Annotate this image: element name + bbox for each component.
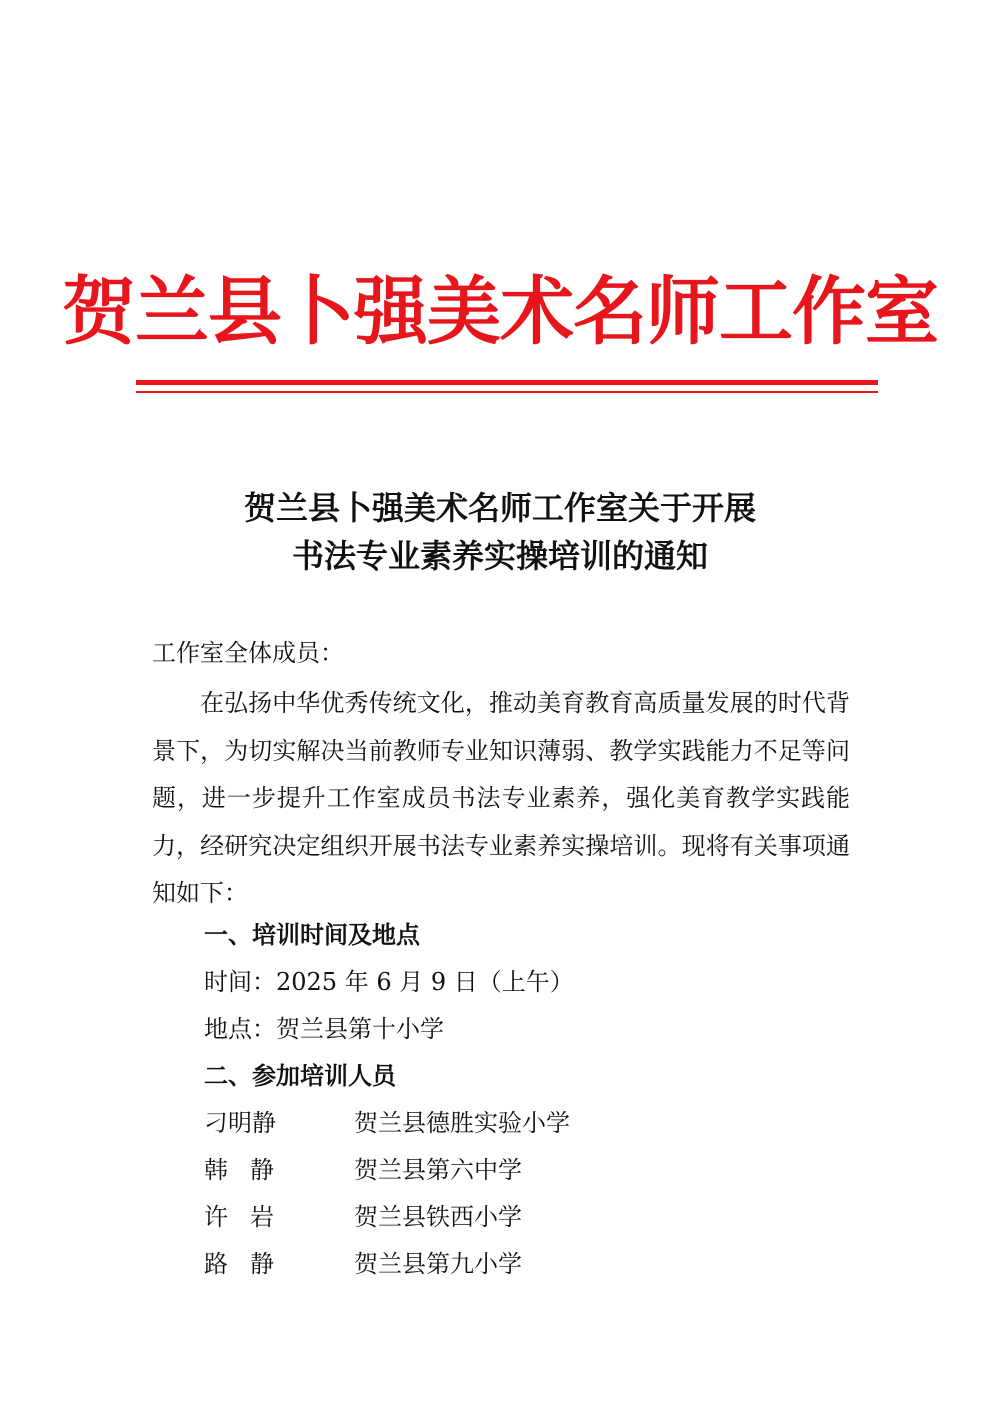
participant-name: 韩静 — [204, 1156, 296, 1184]
participant-school: 贺兰县第六中学 — [354, 1156, 522, 1184]
notice-title-line1: 贺兰县卜强美术名师工作室关于开展 — [243, 489, 756, 527]
notice-title-line2: 书法专业素养实操培训的通知 — [291, 537, 708, 575]
training-place: 地点：贺兰县第十小学 — [204, 1015, 444, 1043]
training-time: 时间：2025 年 6 月 9 日（上午） — [204, 968, 574, 996]
masthead-rule-thin — [136, 391, 878, 393]
participant-name: 许岩 — [204, 1203, 296, 1231]
participant-school: 贺兰县铁西小学 — [354, 1203, 522, 1231]
masthead-rule-thick — [136, 380, 878, 385]
participant-row — [204, 1247, 522, 1281]
participant-school: 贺兰县第九小学 — [354, 1250, 522, 1278]
participant-row — [204, 1200, 522, 1234]
salutation: 工作室全体成员： — [152, 639, 344, 667]
participant-school: 贺兰县德胜实验小学 — [354, 1109, 570, 1137]
participant-name: 刁明静 — [204, 1109, 276, 1137]
section-heading-participants: 二、参加培训人员 — [204, 1061, 396, 1090]
participant-row — [204, 1153, 522, 1187]
participant-name: 路静 — [204, 1250, 296, 1278]
participant-row — [204, 1106, 570, 1140]
section-heading-time-place: 一、培训时间及地点 — [204, 920, 420, 949]
body-paragraph: 在弘扬中华优秀传统文化，推动美育教育高质量发展的时代背景下，为切实解决当前教师专业知识薄弱、教学实践能力不足等问题，进一步提升工作室成员书法专业素养，强化美育教学实践能力，经研究决定组织开展书法专业素养实操培训。现将有关事项通知如下： — [152, 689, 850, 907]
masthead-title: 贺兰县卜强美术名师工作室 — [62, 269, 938, 355]
